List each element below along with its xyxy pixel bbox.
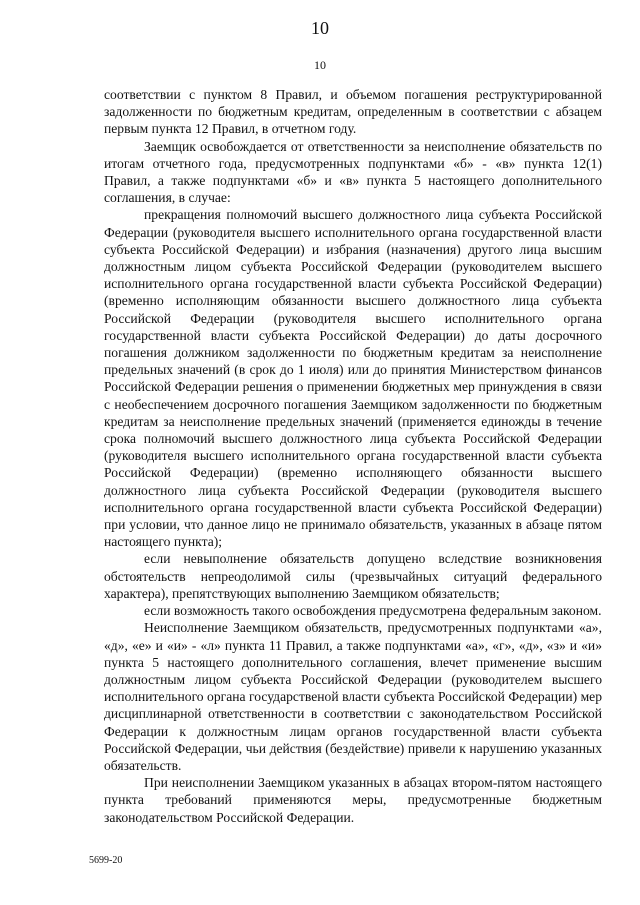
paragraph: При неисполнении Заемщиком указанных в абзацах втором-пятом настоящего пункта требований применяются меры, предусмотренные бюджетным законодательством Российской Федерации. — [104, 775, 602, 825]
paragraph: если невыполнение обязательств допущено вследствие возникновения обстоятельств непреодолимой силы (чрезвычайных ситуаций федерального характера), препятствующих выполнению Заемщиком обязательств; — [104, 551, 602, 601]
paragraph: соответствии с пунктом 8 Правил, и объемом погашения реструктурированной задолженности по бюджетным кредитам, определенным в соответствии с абзацем первым пункта 12 Правил, в отчетном году. — [104, 87, 602, 137]
paragraph: если возможность такого освобождения предусмотрена федеральным законом. — [144, 603, 602, 619]
document-code: 5699-20 — [89, 855, 123, 866]
paragraph: Неисполнение Заемщиком обязательств, предусмотренных подпунктами «а», «д», «е» и «и» - «л» пункта 11 Правил, а также подпунктами «а», «г», «д», «з» и «и» пункта 5 настоящего дополнительного соглашения, влечет применение высшим должностным лицом субъекта Российской Федерации (руководителем высшего исполнительного органа государственой власти субъекта Российской Федерации) мер дисциплинарной ответственности в соответствии с законодательством Российской Федерации к должностным лицам органов государственной власти субъекта Российской Федерации, чьи действия (бездействие) привели к нарушению указанных обязательств. — [104, 620, 602, 773]
document-body — [104, 86, 602, 826]
page-number-duplicate: 10 — [314, 58, 326, 72]
page-number: 10 — [311, 18, 329, 38]
paragraph: прекращения полномочий высшего должностного лица субъекта Российской Федерации (руководителя высшего исполнительного органа государственной власти субъекта Российской Федерации) и избрания (назначения) другого лица высшим должностным лицом субъекта Российской Федерации (руководителем высшего исполнительного органа государственной власти субъекта Российской Федерации) (временно исполняющим обязанности высшего должностного лица субъекта Российской Федерации (руководителя высшего исполнительного органа государственной власти субъекта Российской Федерации) до даты досрочного погашения должником задолженности по бюджетным кредитам за неисполнение предельных значений (в срок до 1 июля) или до принятия Министерством финансов Российской Федерации решения о применении бюджетных мер принуждения в связи с необеспечением досрочного погашения Заемщиком задолженности по бюджетным кредитам за неисполнение предельных значений (применяется единожды в течение срока полномочий высшего должностного лица субъекта Российской Федерации (руководителя высшего исполнительного органа государственной власти субъекта Российской Федерации) (временно исполняющего обязанности высшего должностного лица субъекта Российской Федерации (руководителя высшего исполнительного органа государственной власти субъекта Российской Федерации) при условии, что данное лицо не принимало обязательств, указанных в абзаце пятом настоящего пункта); — [104, 207, 602, 550]
paragraph: Заемщик освобождается от ответственности за неисполнение обязательств по итогам отчетного года, предусмотренных подпунктами «б» - «в» пункта 12(1) Правил, а также подпунктами «б» и «в» пункта 5 настоящего дополнительного соглашения, в случае: — [104, 138, 602, 206]
